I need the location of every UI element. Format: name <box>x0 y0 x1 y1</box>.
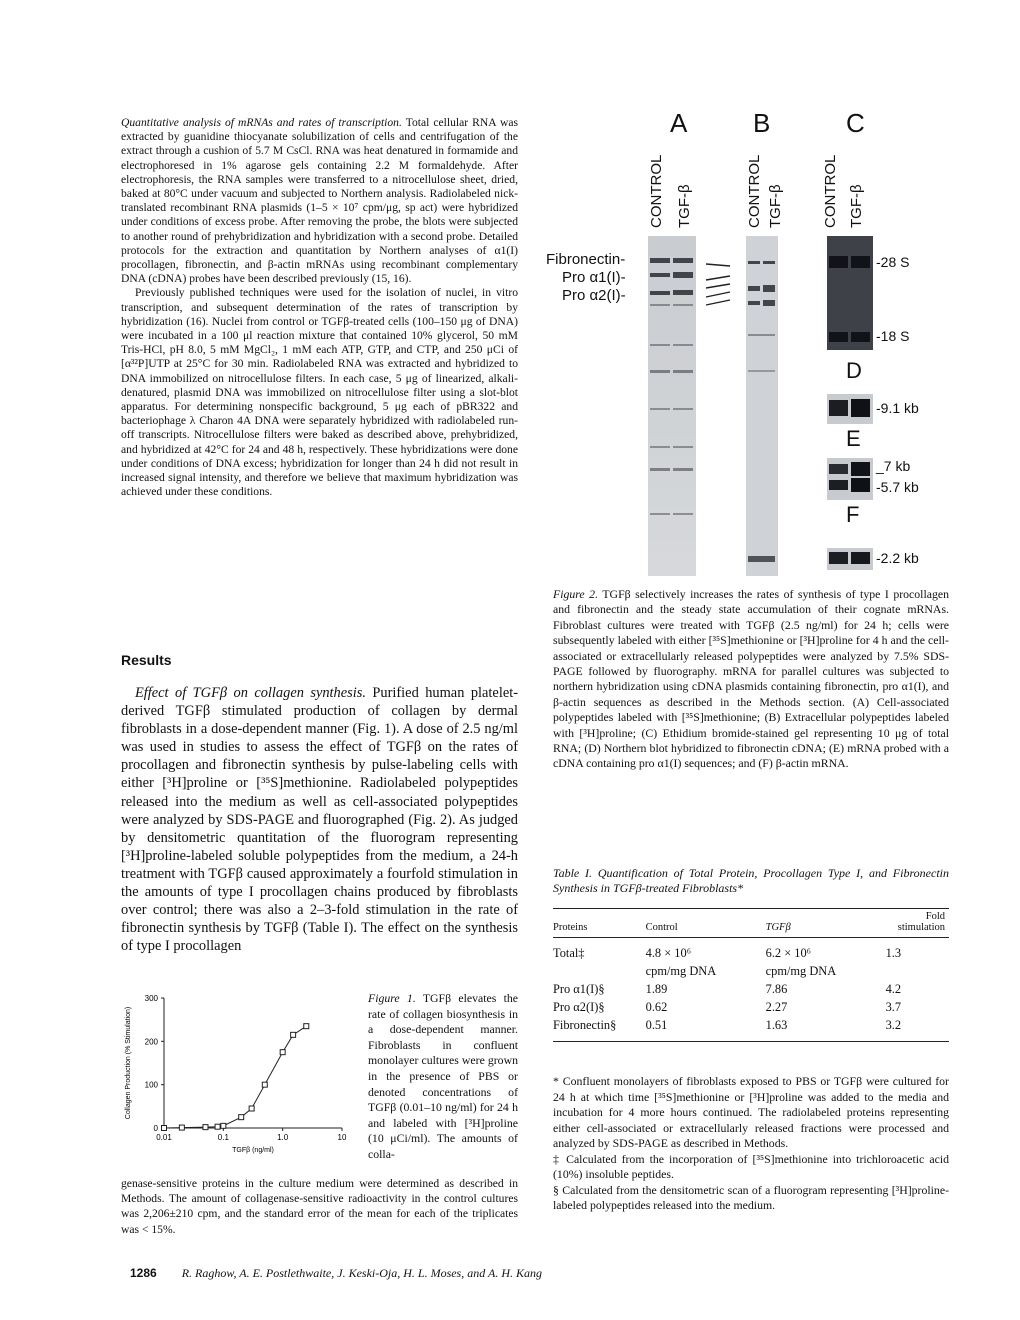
page-number: 1286 <box>130 1266 157 1280</box>
y-tick-label: 100 <box>144 1080 158 1090</box>
series-line <box>164 1026 306 1128</box>
panel-label-b: B <box>753 108 771 138</box>
methods-paragraph-1: Quantitative analysis of mRNAs and rates of transcription. Total cellular RNA was extracted by guanidine thiocyanate solubilization of cells and centrifugation of the extract through a cushion of 5.7 M CsCl. RNA was heat denatured in formamide and electrophoresed in 1% agarose gels containing 2.2 M formaldehyde. After electrophoresis, the RNA samples were transferred to a nitrocellulose sheet, dried, baked at 80°C under vacuum and subjected to Northern analysis. Radiolabeled nick-translated recombinant RNA plasmids (1–5 × 10⁷ cpm/μg, sp act) were hybridized under conditions of excess probe. After removing the probe, the blots were subjected to another round of prehybridization and hybridization with a second probe. Detailed protocols for the extraction and quantitation by Northern analyses of α1(I) procollagen, fibronectin, and β-actin mRNAs using recombinant complementary DNA (cDNA) probes have been described previously (15, 16). <box>121 116 519 286</box>
y-axis-label: Collagen Production (% Stimulation) <box>125 1006 132 1120</box>
table-row: cpm/mg DNA cpm/mg DNA <box>645 964 837 978</box>
y-tick-label: 200 <box>144 1037 158 1047</box>
data-point <box>249 1106 254 1111</box>
marker-28s: -28 S <box>876 254 910 270</box>
panel-label-c: C <box>846 108 865 138</box>
band-connector-lines <box>706 264 730 305</box>
methods-paragraph-2: Previously published techniques were used for the isolation of nuclei, in vitro transcription, and subsequent determination of the rates of transcription by hybridization (16). Nuclei from control or TGFβ-treated cells (100–150 μg of DNA) were incubated in a 100 μl reaction mixture that contained 10% glycerol, 50 mM Tris-HCl, pH 8.0, 5 mM MgCl₂, 1 mM each ATP, GTP, and CTP, and 250 μCi of [α³²P]UTP at 25°C for 30 min. Radiolabeled RNA was extracted and hybridized to DNA immobilized on nitrocellulose filters. In each case, 5 μg of linearized, alkali-denatured, plasmid DNA was immobilized on nitrocellulose filter using a slot-blot apparatus. For determining nonspecific background, 5 μg each of pBR322 and bacteriophage λ Charon 4A DNA were separately hybridized with radiolabeled run-off transcripts. Nitrocellulose filters were baked as described above, prehybridized, and hybridized at 42°C for 24 and 48 h, respectively. These hybridizations were done under conditions of DNA excess; hybridization for longer than 24 h did not result in increased signal intensity, and therefore we believe that maximum hybridization was achieved under these conditions. <box>121 286 518 499</box>
marker-18s: -18 S <box>876 328 910 344</box>
marker-7kb: _7 kb <box>876 458 911 474</box>
page-footer <box>130 1266 542 1281</box>
running-authors: R. Raghow, A. E. Postlethwaite, J. Keski-Oja, H. L. Moses, and A. H. Kang <box>181 1266 543 1280</box>
x-tick-label: 10 <box>337 1133 347 1142</box>
x-axis-label: TGFβ (ng/ml) <box>232 1147 274 1154</box>
lane-label-b-tgf: TGF-β <box>767 184 784 228</box>
data-point <box>280 1050 285 1055</box>
x-tick-label: 0.1 <box>217 1133 229 1142</box>
data-point <box>304 1024 309 1029</box>
panel-label-f: F <box>846 502 860 527</box>
lane-label-b-control: CONTROL <box>746 154 763 228</box>
figure2-label: Figure 2. <box>553 587 599 601</box>
table1-title: Table I. Quantification of Total Protein, Procollagen Type I, and Fibronectin Synthesis in TGFβ-treated Fibroblasts* <box>553 866 949 896</box>
lane-label-c-control: CONTROL <box>822 154 839 228</box>
table-row: Pro α2(I)§ 0.62 2.27 3.7 <box>553 1000 902 1014</box>
table-note: * Confluent monolayers of fibroblasts exposed to PBS or TGFβ were cultured for 24 h at which time [³⁵S]methionine or [³H]proline was added to the media and incubation for 4 more hours continued. The radiolabeled proteins representing either cell-associated or extracellularly released fractions were processed and analyzed by SDS-PAGE as described in Methods. <box>553 1074 949 1150</box>
data-point <box>215 1124 220 1129</box>
panel-label-e: E <box>846 426 861 451</box>
figure1-chart <box>112 988 352 1160</box>
panel-label-a: A <box>670 108 688 138</box>
figure1-label: Figure 1. <box>368 991 416 1005</box>
methods-subheading: Quantitative analysis of mRNAs and rates of transcription. <box>121 116 402 129</box>
data-point <box>203 1125 208 1130</box>
data-point <box>162 1126 167 1131</box>
results-continuation: genase-sensitive proteins in the culture medium were determined as described in Methods. The amount of collagenase-sensitive radioactivity in the control cultures was 2,206±210 cpm, and the standard error of the mean for each of the triplicates was < 15%. <box>121 1177 518 1236</box>
table1-notes <box>553 1074 949 1214</box>
data-point <box>262 1082 267 1087</box>
figure2-caption: Figure 2. TGFβ selectively increases the rates of synthesis of type I procollagen and fibronectin and the steady state accumulation of their cognate mRNAs. Fibroblast cultures were treated with TGFβ (2.5 ng/ml) for 24 h; cells were subsequently labeled with either [³⁵S]methionine or [³H]proline for 4 h and the cell-associated or extracellularly released polypeptides were analyzed by 7.5% SDS-PAGE followed by fluorography. mRNA for parallel cultures was subjected to northern hybridization using cDNA plasmids containing fibronectin, pro α1(I), and β-actin sequences as described in the Methods section. (A) Cell-associated polypeptides labeled with [³⁵S]methionine; (B) Extracellular polypeptides labeled with [³H]proline; (C) Ethidium bromide-stained gel representing 10 μg of total RNA; (D) Northern blot hybridized to fibronectin cDNA; (E) mRNA probed with a cDNA containing pro α1(I) sequences; and (F) β-actin mRNA. <box>553 587 949 771</box>
band-label-pro-a2: Pro α2(I)- <box>562 287 626 304</box>
x-tick-label: 0.01 <box>156 1133 172 1142</box>
x-tick-label: 1.0 <box>277 1133 289 1142</box>
results-section <box>121 684 518 955</box>
figure1-caption: Figure 1. TGFβ elevates the rate of collagen biosynthesis in a dose-dependent manner. Fibroblasts in confluent monolayer cultures were grown in the presence of PBS or denoted concentrations of TGFβ (0.01–10 ng/ml) for 24 h and labeled with [³H]proline (10 μCi/ml). The amounts of colla- <box>368 991 519 1161</box>
marker-2-2kb: -2.2 kb <box>876 550 919 566</box>
table-header-row: Proteins Control TGFβ Fold stimulation <box>553 909 949 938</box>
panel-label-d: D <box>846 358 862 383</box>
lane-label-a-control: CONTROL <box>648 154 665 228</box>
data-point <box>239 1115 244 1120</box>
marker-9-1kb: -9.1 kb <box>876 400 919 416</box>
gel-panel-a <box>648 236 696 576</box>
band-label-pro-a1: Pro α1(I)- <box>562 269 626 286</box>
y-tick-label: 0 <box>153 1124 158 1133</box>
data-point <box>221 1123 226 1128</box>
results-subheading: Effect of TGFβ on collagen synthesis. <box>135 685 366 701</box>
table-row: Fibronectin§ 0.51 1.63 3.2 <box>553 1016 949 1042</box>
results-paragraph-1: Effect of TGFβ on collagen synthesis. Purified human platelet-derived TGFβ stimulated production of collagen by dermal fibroblasts in a dose-dependent manner (Fig. 1). A dose of 2.5 ng/ml was used in studies to assess the effect of TGFβ on the rates of procollagen and fibronectin synthesis by pulse-labeling cells with either [³H]proline or [³⁵S]methionine. Radiolabeled polypeptides released into the medium as well as cell-associated polypeptides were analyzed by SDS-PAGE and fluorographed (Fig. 2). As judged by densitometric quantitation of the fluorogram representing [³H]proline-labeled soluble polypeptides from the medium, a 24-h treatment with TGFβ caused approximately a fourfold stimulation in the amounts of type I procollagen chains produced by fibroblasts over control; there was also a 2–3-fold stimulation in the rate of fibronectin synthesis by TGFβ (Table I). The effect on the synthesis of type I procollagen <box>121 685 518 955</box>
lane-label-a-tgf: TGF-β <box>676 184 693 228</box>
data-point <box>291 1032 296 1037</box>
table-note: § Calculated from the densitometric scan of a fluorogram representing [³H]proline-labeled polypeptides released into the medium. <box>553 1182 949 1212</box>
results-heading: Results <box>121 652 172 668</box>
table-row: Total‡ 4.8 × 10⁶ 6.2 × 10⁶ 1.3 <box>553 946 902 960</box>
figure2 <box>540 108 970 578</box>
marker-5-7kb: -5.7 kb <box>876 479 919 495</box>
band-label-fibronectin: Fibronectin- <box>546 251 626 268</box>
data-point <box>179 1125 184 1130</box>
lane-label-c-tgf: TGF-β <box>848 184 865 228</box>
table-row: Pro α1(I)§ 1.89 7.86 4.2 <box>553 982 902 996</box>
methods-section <box>121 116 518 499</box>
table1 <box>553 908 949 1042</box>
y-tick-label: 300 <box>144 994 158 1003</box>
table-note: ‡ Calculated from the incorporation of [³⁵S]methionine into trichloroacetic acid (10%) insoluble peptides. <box>553 1151 949 1181</box>
